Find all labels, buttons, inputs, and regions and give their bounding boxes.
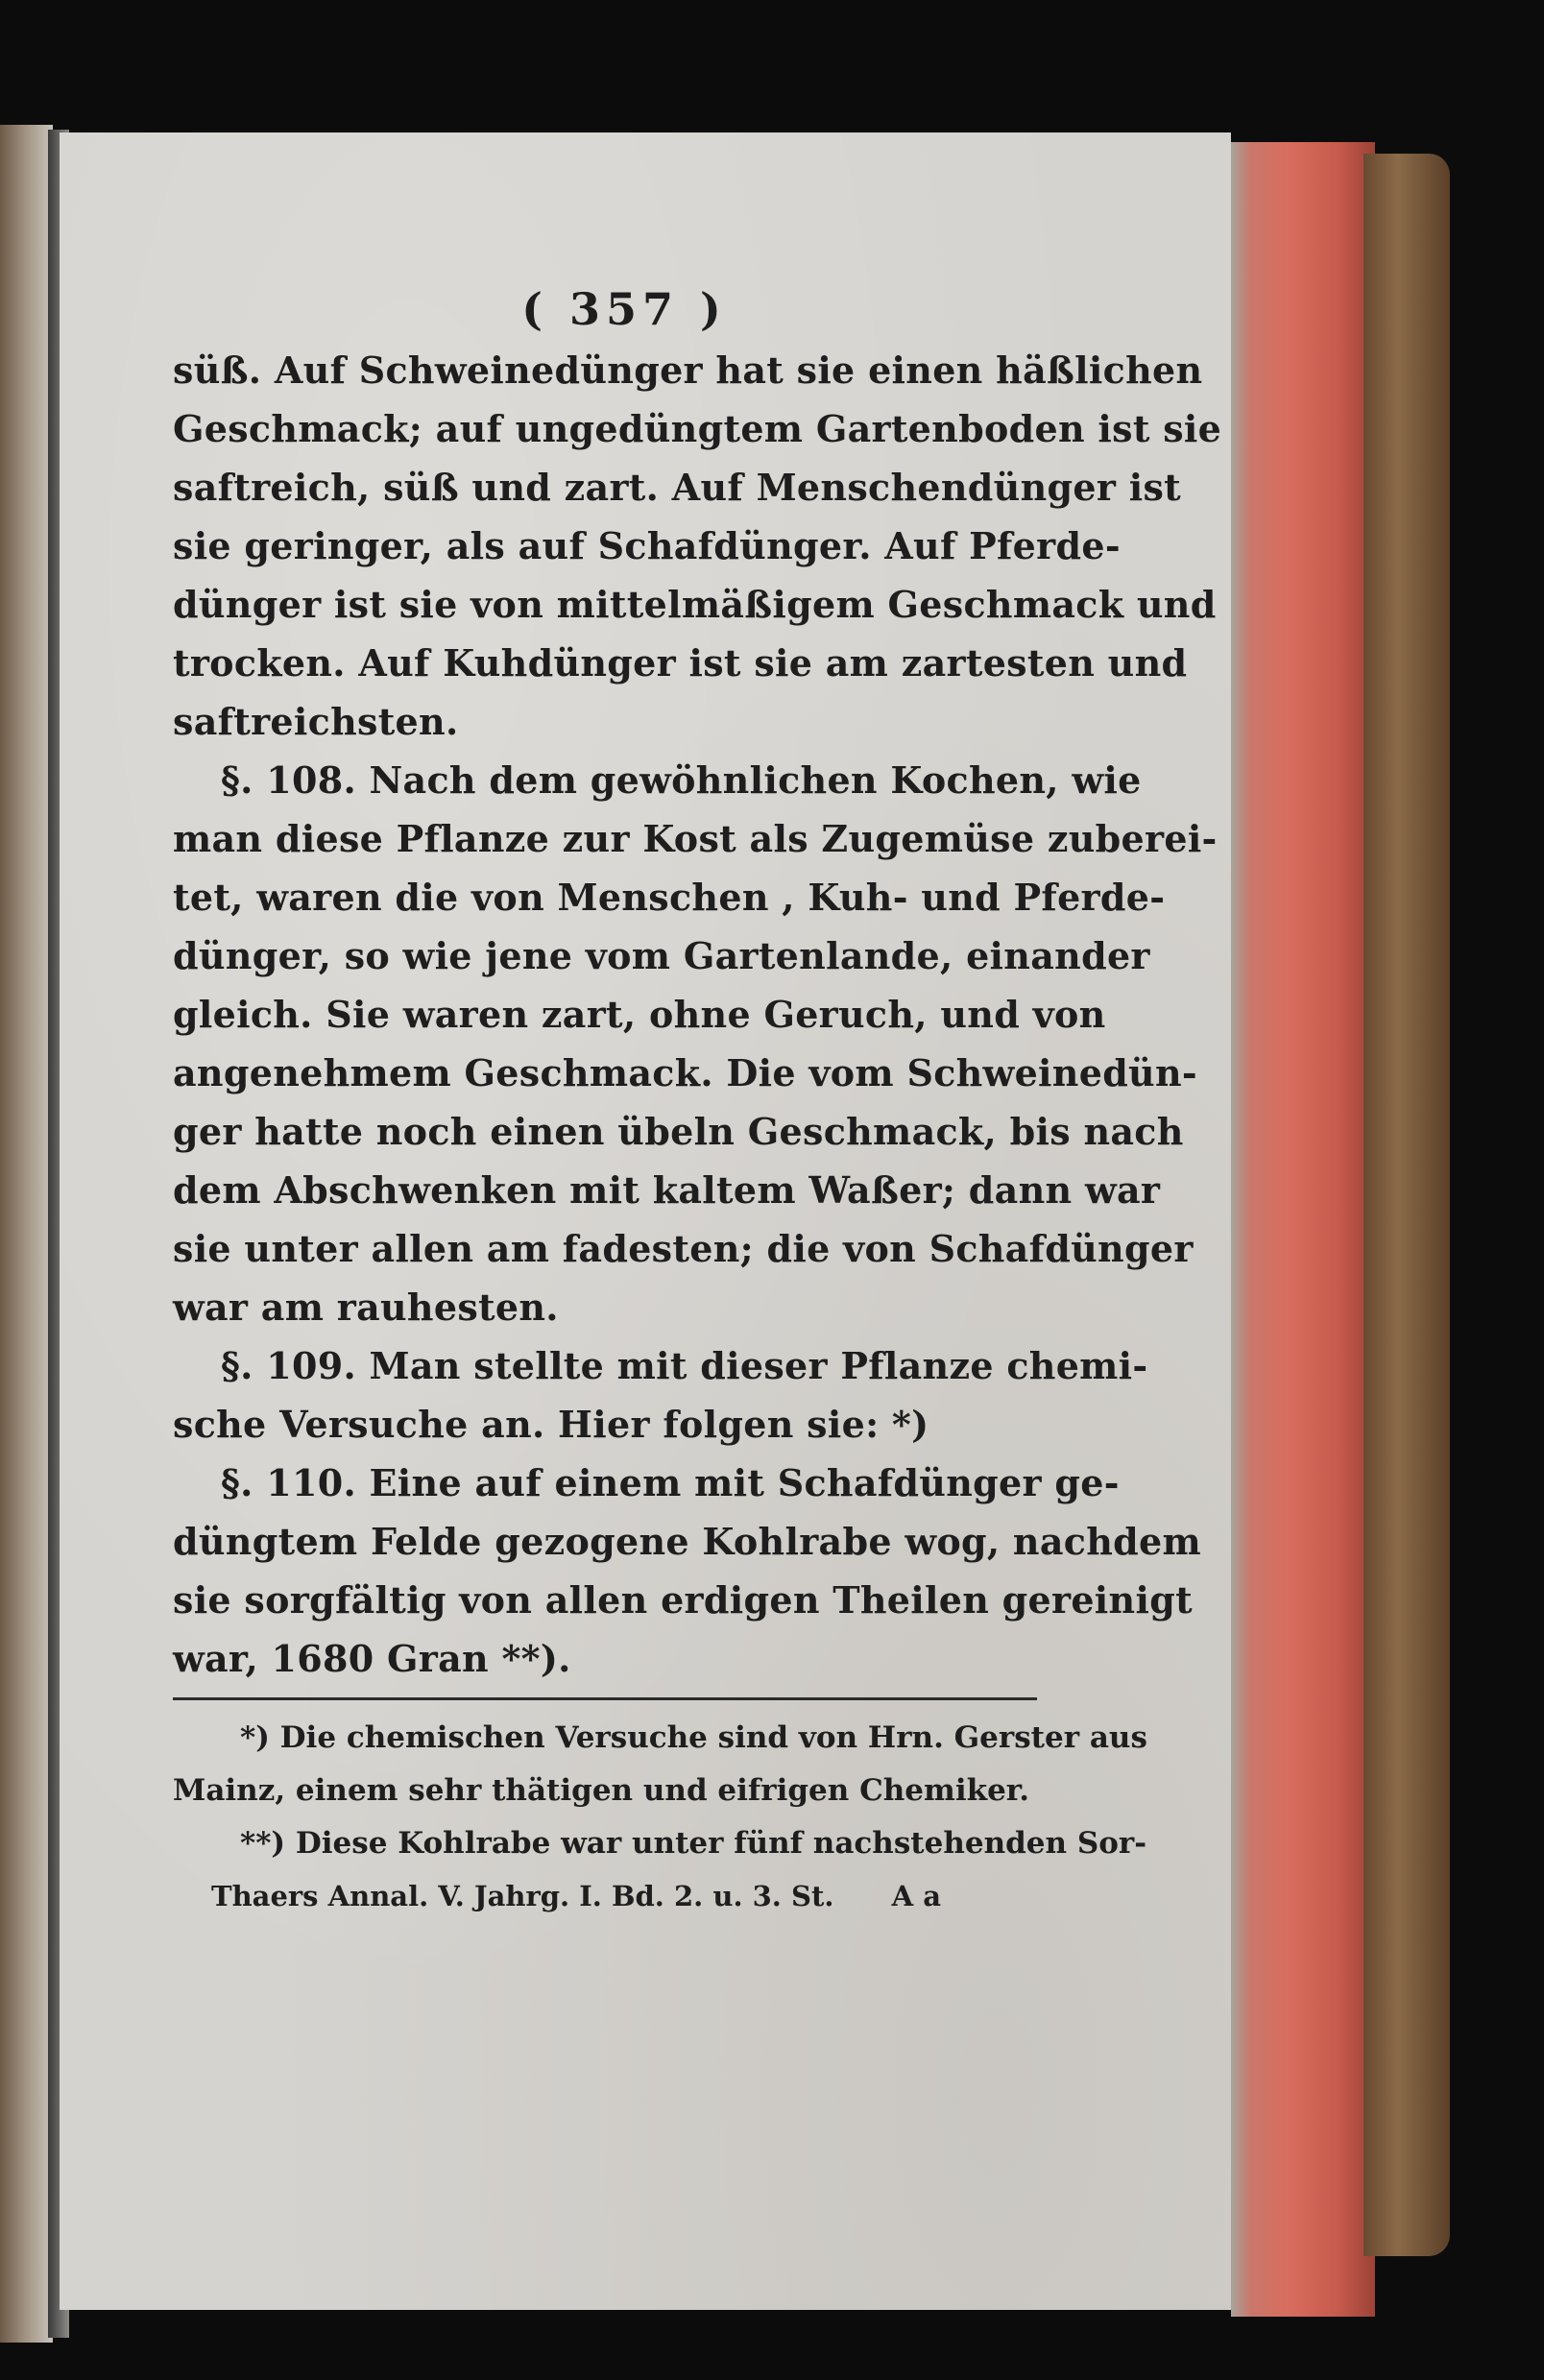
text-line: saftreichsten. — [173, 700, 459, 743]
text-line: §. 110. Eine auf einem mit Schafdünger ge- — [221, 1461, 1120, 1504]
page-number: ( 357 ) — [521, 283, 727, 335]
text-line: dem Abschwenken mit kaltem Waßer; dann war — [173, 1168, 1161, 1212]
book-cover — [1363, 154, 1450, 2256]
text-line: war am rauhesten. — [173, 1286, 559, 1329]
text-line: Geschmack; auf ungedüngtem Gartenboden ist sie — [173, 407, 1222, 450]
text-line: §. 108. Nach dem gewöhnlichen Kochen, wie — [221, 758, 1142, 802]
text-line: sie geringer, als auf Schafdünger. Auf Pferde- — [173, 524, 1121, 567]
text-line: dünger, so wie jene vom Gartenlande, einander — [173, 934, 1150, 977]
text-line: gleich. Sie waren zart, ohne Geruch, und von — [173, 993, 1106, 1036]
text-line: §. 109. Man stellte mit dieser Pflanze chemi- — [221, 1344, 1148, 1387]
text-line: tet, waren die von Menschen , Kuh- und Pferde- — [173, 876, 1166, 919]
footnote-line: **) Diese Kohlrabe war unter fünf nachstehenden Sor- — [240, 1826, 1147, 1861]
red-page-edges — [1231, 142, 1375, 2317]
text-line: war, 1680 Gran **). — [173, 1637, 571, 1680]
footnote-divider — [173, 1697, 1037, 1700]
text-line: ger hatte noch einen übeln Geschmack, bis nach — [173, 1110, 1184, 1153]
signature-line — [173, 1870, 1037, 1923]
text-line: sie sorgfältig von allen erdigen Theilen gereinigt — [173, 1578, 1193, 1622]
text-line: saftreich, süß und zart. Auf Menschendünger ist — [173, 466, 1182, 509]
page-text — [173, 283, 1222, 1923]
text-line: sche Versuche an. Hier folgen sie: *) — [173, 1403, 929, 1446]
text-line: dünger ist sie von mittelmäßigem Geschmack und — [173, 583, 1217, 626]
footnote-line: *) Die chemischen Versuche sind von Hrn. Gerster aus — [240, 1720, 1147, 1755]
signature-source: Thaers Annal. V. Jahrg. I. Bd. 2. u. 3. St. — [211, 1880, 834, 1912]
text-line: sie unter allen am fadesten; die von Schafdünger — [173, 1227, 1194, 1270]
signature-mark: A a — [891, 1880, 941, 1912]
text-line: man diese Pflanze zur Kost als Zugemüse zuberei- — [173, 817, 1218, 860]
text-line: süß. Auf Schweinedünger hat sie einen häßlichen — [173, 349, 1203, 392]
left-page-edge — [0, 125, 53, 2343]
text-line: angenehmem Geschmack. Die vom Schweinedün- — [173, 1051, 1197, 1094]
text-line: düngtem Felde gezogene Kohlrabe wog, nachdem — [173, 1520, 1201, 1563]
footnote-line: Mainz, einem sehr thätigen und eifrigen Chemiker. — [173, 1773, 1030, 1808]
text-line: trocken. Auf Kuhdünger ist sie am zartesten und — [173, 641, 1188, 685]
